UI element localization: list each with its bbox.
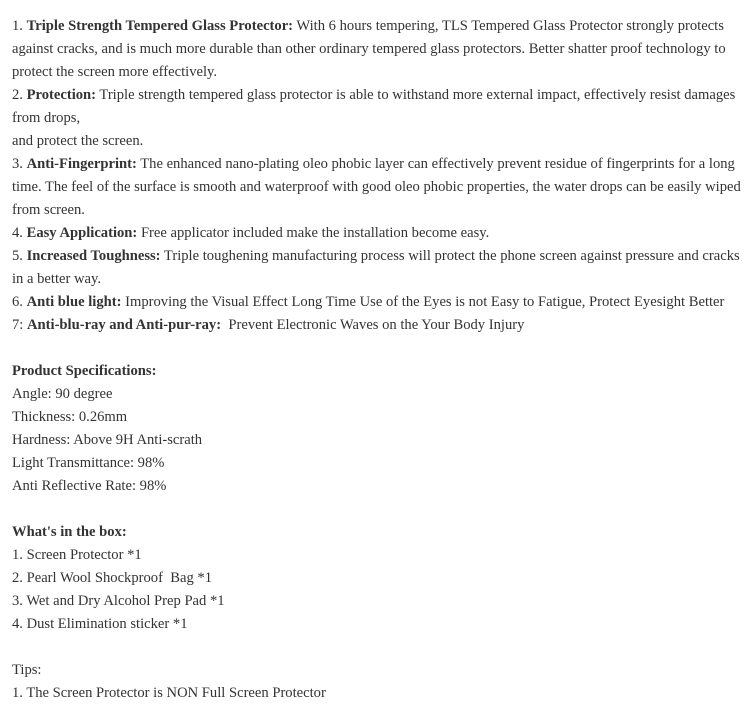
feature-item bbox=[12, 15, 748, 84]
feature-number: 7: bbox=[12, 317, 27, 333]
feature-number: 6. bbox=[12, 294, 27, 310]
spec-item: Angle: 90 degree bbox=[12, 386, 113, 402]
box-item: 3. Wet and Dry Alcohol Prep Pad *1 bbox=[12, 593, 225, 609]
box-section bbox=[12, 521, 748, 544]
box-item: 4. Dust Elimination sticker *1 bbox=[12, 616, 188, 632]
spec-item: Hardness: Above 9H Anti-scrath bbox=[12, 432, 203, 448]
spacer bbox=[12, 337, 748, 360]
feature-item bbox=[12, 222, 748, 245]
feature-title: Easy Application: bbox=[26, 225, 138, 241]
feature-text: Improving the Visual Effect Long Time Use of the Eyes is not Easy to Fatigue, Protect Eyesight Better bbox=[121, 294, 725, 310]
specs-heading: Product Specifications: bbox=[12, 363, 157, 379]
feature-text: The enhanced nano-plating oleo phobic layer can effectively prevent residue of fingerprints for a long time. The feel of the surface is smooth and waterproof with good oleo phobic properties, the water drops can be easily wiped from screen. bbox=[12, 156, 741, 218]
box-item: 2. Pearl Wool Shockproof Bag *1 bbox=[12, 570, 213, 586]
feature-text: With 6 hours tempering, TLS Tempered Glass Protector strongly protects against cracks, and is much more durable than other ordinary tempered glass protectors. Better shatter proof technology to protect the screen more effectively. bbox=[12, 18, 726, 80]
feature-text: Triple toughening manufacturing process will protect the phone screen against pressure and cracks in a better way. bbox=[12, 248, 740, 287]
spacer bbox=[12, 636, 748, 659]
spec-item: Light Transmittance: 98% bbox=[12, 455, 165, 471]
spec-item: Anti Reflective Rate: 98% bbox=[12, 478, 167, 494]
feature-number: 3. bbox=[12, 156, 27, 172]
box-item: 1. Screen Protector *1 bbox=[12, 547, 142, 563]
feature-title: Protection: bbox=[26, 87, 97, 103]
spacer bbox=[12, 498, 748, 521]
specs-section bbox=[12, 360, 748, 383]
spec-item: Thickness: 0.26mm bbox=[12, 409, 128, 425]
feature-text-continued: and protect the screen. bbox=[12, 133, 144, 149]
feature-title: Triple Strength Tempered Glass Protector: bbox=[26, 18, 294, 34]
feature-text: Prevent Electronic Waves on the Your Body Injury bbox=[221, 317, 525, 333]
feature-title: Anti-Fingerprint: bbox=[26, 156, 137, 172]
feature-number: 1. bbox=[12, 18, 27, 34]
box-heading: What's in the box: bbox=[12, 524, 127, 540]
feature-item bbox=[12, 291, 748, 314]
feature-item bbox=[12, 245, 748, 291]
feature-title: Anti blue light: bbox=[26, 294, 122, 310]
feature-number: 2. bbox=[12, 87, 27, 103]
feature-text: Free applicator included make the installation become easy. bbox=[137, 225, 490, 241]
feature-item bbox=[12, 314, 748, 337]
feature-title: Increased Toughness: bbox=[26, 248, 161, 264]
feature-number: 5. bbox=[12, 248, 27, 264]
feature-title: Anti-blu-ray and Anti-pur-ray: bbox=[27, 317, 222, 333]
tip-item: 1. The Screen Protector is NON Full Screen Protector bbox=[12, 685, 326, 701]
feature-text: Triple strength tempered glass protector is able to withstand more external impact, effectively resist damages from drops, bbox=[12, 87, 736, 126]
feature-item bbox=[12, 84, 748, 130]
feature-item bbox=[12, 153, 748, 222]
tips-heading: Tips: bbox=[12, 662, 42, 678]
product-description bbox=[12, 15, 748, 705]
feature-number: 4. bbox=[12, 225, 27, 241]
